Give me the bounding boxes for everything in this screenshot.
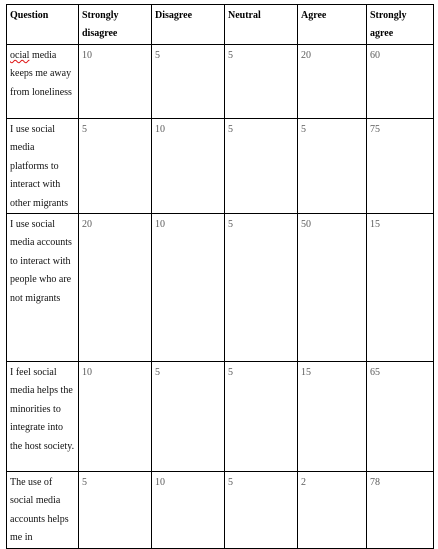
table-row	[7, 472, 434, 549]
strongly-disagree-cell: 5	[79, 119, 152, 214]
table-row	[7, 45, 434, 119]
header-question: Question	[7, 5, 79, 45]
header-neutral: Neutral	[225, 5, 298, 45]
survey-results-table	[6, 4, 434, 549]
disagree-cell: 5	[152, 45, 225, 119]
neutral-cell: 5	[225, 472, 298, 549]
disagree-cell: 10	[152, 472, 225, 549]
header-strongly-agree: Strongly agree	[367, 5, 434, 45]
disagree-cell: 5	[152, 362, 225, 472]
table-row	[7, 362, 434, 472]
strongly-agree-cell: 60	[367, 45, 434, 119]
strongly-agree-cell: 75	[367, 119, 434, 214]
strongly-disagree-cell: 10	[79, 362, 152, 472]
agree-cell: 5	[298, 119, 367, 214]
strongly-disagree-cell: 5	[79, 472, 152, 549]
agree-cell: 2	[298, 472, 367, 549]
strongly-disagree-cell: 10	[79, 45, 152, 119]
header-agree: Agree	[298, 5, 367, 45]
table-header-row	[7, 5, 434, 45]
question-cell	[7, 45, 79, 119]
neutral-cell: 5	[225, 119, 298, 214]
table-row	[7, 119, 434, 214]
question-cell: I feel social media helps the minorities to integrate into the host society.	[7, 362, 79, 472]
agree-cell: 50	[298, 214, 367, 362]
table-row	[7, 214, 434, 362]
strongly-agree-cell: 15	[367, 214, 434, 362]
strongly-agree-cell: 78	[367, 472, 434, 549]
header-strongly-disagree: Strongly disagree	[79, 5, 152, 45]
header-disagree: Disagree	[152, 5, 225, 45]
agree-cell: 20	[298, 45, 367, 119]
strongly-disagree-cell: 20	[79, 214, 152, 362]
neutral-cell: 5	[225, 45, 298, 119]
question-text: media keeps me away from loneliness	[10, 50, 72, 98]
strongly-agree-cell: 65	[367, 362, 434, 472]
disagree-cell: 10	[152, 214, 225, 362]
misspelled-word: ocial	[10, 50, 30, 61]
question-cell: The use of social media accounts helps me in	[7, 472, 79, 549]
neutral-cell: 5	[225, 362, 298, 472]
disagree-cell: 10	[152, 119, 225, 214]
neutral-cell: 5	[225, 214, 298, 362]
question-cell: I use social media platforms to interact with other migrants	[7, 119, 79, 214]
question-cell: I use social media accounts to interact with people who are not migrants	[7, 214, 79, 362]
agree-cell: 15	[298, 362, 367, 472]
